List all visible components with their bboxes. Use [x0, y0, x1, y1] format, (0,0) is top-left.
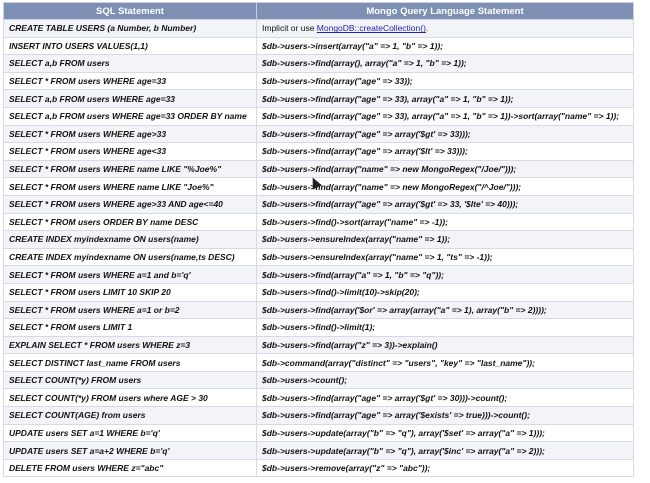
header-row — [4, 3, 634, 20]
mongo-cell: $db->users->find(array('$or' => array(array("a" => 1), array("b" => 2)))); — [257, 301, 634, 319]
mongo-cell: $db->users->find(array("age" => 33)); — [257, 72, 634, 90]
table-row — [4, 283, 634, 301]
mongo-cell: $db->users->find(array("age" => array('$lt' => 33))); — [257, 143, 634, 161]
table-row — [4, 90, 634, 108]
sql-cell: SELECT COUNT(*y) FROM users — [4, 371, 257, 389]
sql-cell: SELECT a,b FROM users WHERE age=33 ORDER BY name — [4, 107, 257, 125]
mongo-cell: $db->users->find()->sort(array("name" => -1)); — [257, 213, 634, 231]
mongo-cell: $db->users->update(array("b" => "q"), array('$inc' => array("a" => 2))); — [257, 442, 634, 460]
sql-cell: CREATE INDEX myindexname ON users(name,ts DESC) — [4, 248, 257, 266]
mongo-cell: $db->users->find(array("age" => array('$exists' => true)))->count(); — [257, 407, 634, 425]
mongo-cell: $db->users->find()->limit(10)->skip(20); — [257, 283, 634, 301]
sql-cell: SELECT * FROM users WHERE age>33 — [4, 125, 257, 143]
mongo-cell: $db->users->ensureIndex(array("name" => 1, "ts" => -1)); — [257, 248, 634, 266]
mongo-cell: $db->users->find(array("age" => array('$gt' => 33))); — [257, 125, 634, 143]
table-row — [4, 336, 634, 354]
mongo-cell: $db->users->find(array("a" => 1, "b" => "q")); — [257, 266, 634, 284]
sql-cell: UPDATE users SET a=1 WHERE b='q' — [4, 424, 257, 442]
mongo-cell: $db->users->find(array("age" => array('$gt' => 30)))->count(); — [257, 389, 634, 407]
mongo-cell: $db->users->find(array("name" => new MongoRegex("/Joe/"))); — [257, 160, 634, 178]
table-row — [4, 37, 634, 55]
table-row — [4, 20, 634, 38]
mongo-cell: $db->users->ensureIndex(array("name" => 1)); — [257, 231, 634, 249]
sql-cell: SELECT a,b FROM users — [4, 55, 257, 73]
mongo-cell: $db->users->insert(array("a" => 1, "b" => 1)); — [257, 37, 634, 55]
sql-cell: SELECT * FROM users ORDER BY name DESC — [4, 213, 257, 231]
create-collection-link[interactable]: MongoDB::createCollection() — [316, 23, 426, 34]
table-row — [4, 231, 634, 249]
table-row — [4, 459, 634, 477]
mongo-cell: $db->users->find(array("age" => array('$gt' => 33, '$lte' => 40))); — [257, 195, 634, 213]
mongo-cell: $db->users->find(array("age" => 33), array("a" => 1, "b" => 1)); — [257, 90, 634, 108]
sql-cell: CREATE TABLE USERS (a Number, b Number) — [4, 20, 257, 38]
table-row — [4, 125, 634, 143]
table-row — [4, 301, 634, 319]
mongo-cell: $db->users->find()->limit(1); — [257, 319, 634, 337]
sql-cell: SELECT COUNT(*y) FROM users where AGE > 30 — [4, 389, 257, 407]
sql-cell: SELECT a,b FROM users WHERE age=33 — [4, 90, 257, 108]
mongo-cell-suffix: . — [425, 23, 429, 34]
sql-cell: SELECT * FROM users WHERE age>33 AND age<=40 — [4, 195, 257, 213]
mongo-cell: $db->users->find(array("z" => 3))->explain() — [257, 336, 634, 354]
table-row — [4, 248, 634, 266]
mongo-cell: $db->users->find(array("age" => 33), array("a" => 1, "b" => 1))->sort(array("name" => 1)); — [257, 107, 634, 125]
sql-cell: SELECT * FROM users WHERE age=33 — [4, 72, 257, 90]
table-row — [4, 354, 634, 372]
table-row — [4, 72, 634, 90]
sql-cell: INSERT INTO USERS VALUES(1,1) — [4, 37, 257, 55]
table-row — [4, 107, 634, 125]
sql-cell: SELECT * FROM users LIMIT 1 — [4, 319, 257, 337]
table-row — [4, 407, 634, 425]
comparison-table-container — [3, 2, 633, 477]
mongo-cell: $db->users->find(array("name" => new MongoRegex("/^Joe/"))); — [257, 178, 634, 196]
mongo-cell: $db->users->count(); — [257, 371, 634, 389]
table-row — [4, 442, 634, 460]
header-mongo-statement: Mongo Query Language Statement — [257, 3, 634, 20]
sql-cell: DELETE FROM users WHERE z="abc" — [4, 459, 257, 477]
sql-cell: SELECT * FROM users WHERE name LIKE "Joe%" — [4, 178, 257, 196]
sql-to-mongo-table — [3, 2, 634, 477]
sql-cell: EXPLAIN SELECT * FROM users WHERE z=3 — [4, 336, 257, 354]
sql-cell: CREATE INDEX myindexname ON users(name) — [4, 231, 257, 249]
mongo-cell: $db->users->remove(array("z" => "abc")); — [257, 459, 634, 477]
sql-cell: SELECT * FROM users WHERE age<33 — [4, 143, 257, 161]
mongo-cell: $db->command(array("distinct" => "users", "key" => "last_name")); — [257, 354, 634, 372]
table-row — [4, 143, 634, 161]
table-row — [4, 266, 634, 284]
mongo-cell-prefix: Implicit or use — [262, 23, 317, 34]
sql-cell: SELECT COUNT(AGE) from users — [4, 407, 257, 425]
table-row — [4, 160, 634, 178]
mongo-cell: $db->users->update(array("b" => "q"), array('$set' => array("a" => 1))); — [257, 424, 634, 442]
table-row — [4, 424, 634, 442]
table-row — [4, 371, 634, 389]
mongo-cell — [257, 20, 634, 38]
table-row — [4, 195, 634, 213]
sql-cell: SELECT * FROM users LIMIT 10 SKIP 20 — [4, 283, 257, 301]
sql-cell: SELECT * FROM users WHERE name LIKE "%Joe%" — [4, 160, 257, 178]
table-row — [4, 389, 634, 407]
sql-cell: UPDATE users SET a=a+2 WHERE b='q' — [4, 442, 257, 460]
table-row — [4, 213, 634, 231]
sql-cell: SELECT * FROM users WHERE a=1 or b=2 — [4, 301, 257, 319]
table-row — [4, 55, 634, 73]
sql-cell: SELECT * FROM users WHERE a=1 and b='q' — [4, 266, 257, 284]
mongo-cell: $db->users->find(array(), array("a" => 1, "b" => 1)); — [257, 55, 634, 73]
table-body — [4, 20, 634, 477]
sql-cell: SELECT DISTINCT last_name FROM users — [4, 354, 257, 372]
table-row — [4, 319, 634, 337]
header-sql-statement: SQL Statement — [4, 3, 257, 20]
